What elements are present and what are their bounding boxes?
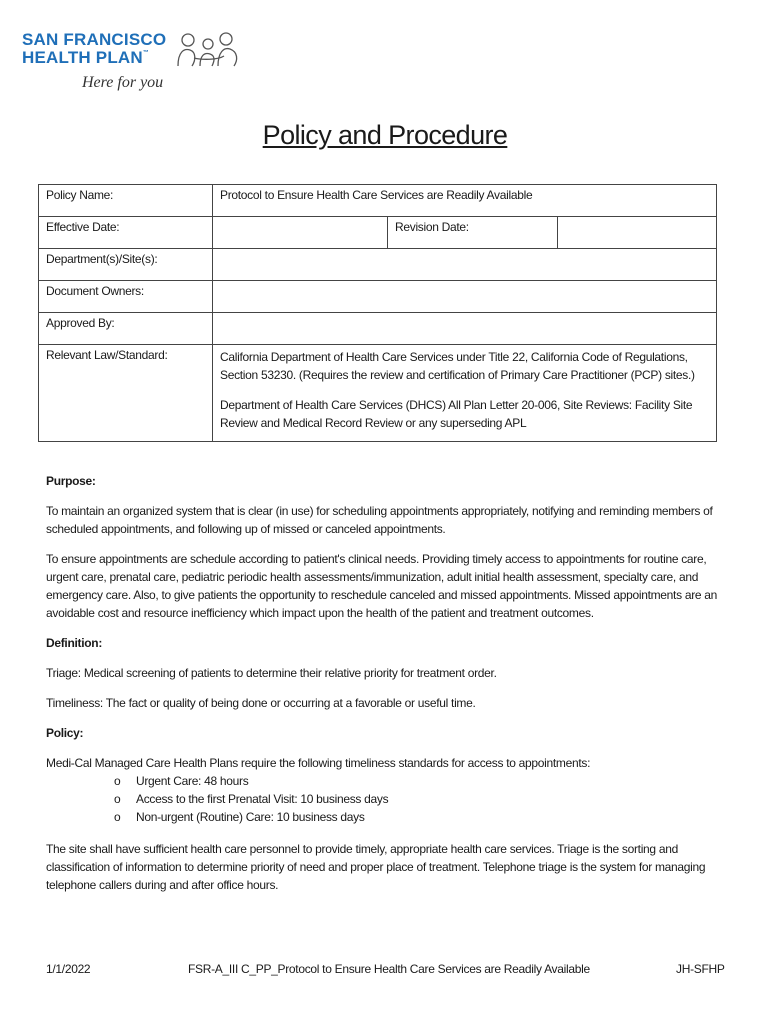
purpose-paragraph: To maintain an organized system that is clear (in use) for scheduling appointments appropriately, notifying and reminding members of scheduled appointments, and following up of missed or canceled appointments. [46,504,713,536]
table-row [39,281,717,313]
purpose-paragraph: To ensure appointments are schedule according to patient's clinical needs. Providing timely access to appointments for routine care, urgent care, prenatal care, pediatric periodic health assessments/immunization, adult initial health assessment, specialty care, and emergency care. Also, to give patients the opportunity to reschedule canceled and missed appointments. Missed appointments are an avoidable cost and resource inefficiency which impact upon the health of the patient and treatment outcomes. [46,552,718,620]
effective-date-value [213,217,388,249]
approved-by-label: Approved By: [39,313,213,345]
timeliness-standards-list [46,772,726,826]
approved-by-value [213,313,717,345]
policy-body [46,472,726,906]
relevant-law-value [213,345,717,442]
family-figures-icon [174,30,246,70]
relevant-law-paragraph: California Department of Health Care Services under Title 22, California Code of Regulations, Section 53230. (Requires the review and certification of Primary Care Practitioner (PCP) sites.) [220,350,695,382]
list-item: o Urgent Care: 48 hours [46,772,726,790]
table-row [39,185,717,217]
footer-document-name: FSR-A_III C_PP_Protocol to Ensure Health Care Services are Readily Available [188,962,590,976]
purpose-heading: Purpose: [46,474,96,488]
timeliness-definition: Timeliness: The fact or quality of being done or occurring at a favorable or useful time. [46,696,476,710]
table-row [39,345,717,442]
departments-label: Department(s)/Site(s): [39,249,213,281]
relevant-law-label: Relevant Law/Standard: [39,345,213,442]
policy-metadata-table [38,184,717,442]
definition-heading: Definition: [46,636,103,650]
revision-date-label: Revision Date: [388,217,558,249]
policy-closing: The site shall have sufficient health care personnel to provide timely, appropriate health care services. Triage is the sorting and classification of information to determine priority of need and proper place of treatment. Telephone triage is the system for managing telephone callers during and after office hours. [46,842,706,892]
logo-trademark: ™ [142,50,150,56]
table-row [39,249,717,281]
list-item: o Access to the first Prenatal Visit: 10 business days [46,790,726,808]
revision-date-value [558,217,717,249]
page-title: Policy and Procedure [262,120,508,150]
table-row [39,313,717,345]
logo-line2 [22,48,149,68]
policy-intro: Medi-Cal Managed Care Health Plans require the following timeliness standards for access to appointments: [46,756,591,770]
sfhp-logo [22,30,252,96]
policy-heading: Policy: [46,726,84,740]
document-owners-label: Document Owners: [39,281,213,313]
policy-name-label: Policy Name: [39,185,213,217]
logo-line2-text: HEALTH PLAN [22,48,143,67]
list-item: o Non-urgent (Routine) Care: 10 business days [46,808,726,826]
triage-definition: Triage: Medical screening of patients to determine their relative priority for treatment order. [46,666,497,680]
logo-tagline: Here for you [82,74,164,91]
footer-org-code: JH-SFHP [676,962,725,976]
logo-line1: SAN FRANCISCO [22,30,167,49]
table-row [39,217,717,249]
document-owners-value [213,281,717,313]
footer-date: 1/1/2022 [46,962,91,976]
relevant-law-paragraph: Department of Health Care Services (DHCS) All Plan Letter 20-006, Site Reviews: Facility Site Review and Medical Record Review or any superseding APL [220,398,693,430]
effective-date-label: Effective Date: [39,217,213,249]
departments-value [213,249,717,281]
policy-name-value: Protocol to Ensure Health Care Services are Readily Available [213,185,717,217]
